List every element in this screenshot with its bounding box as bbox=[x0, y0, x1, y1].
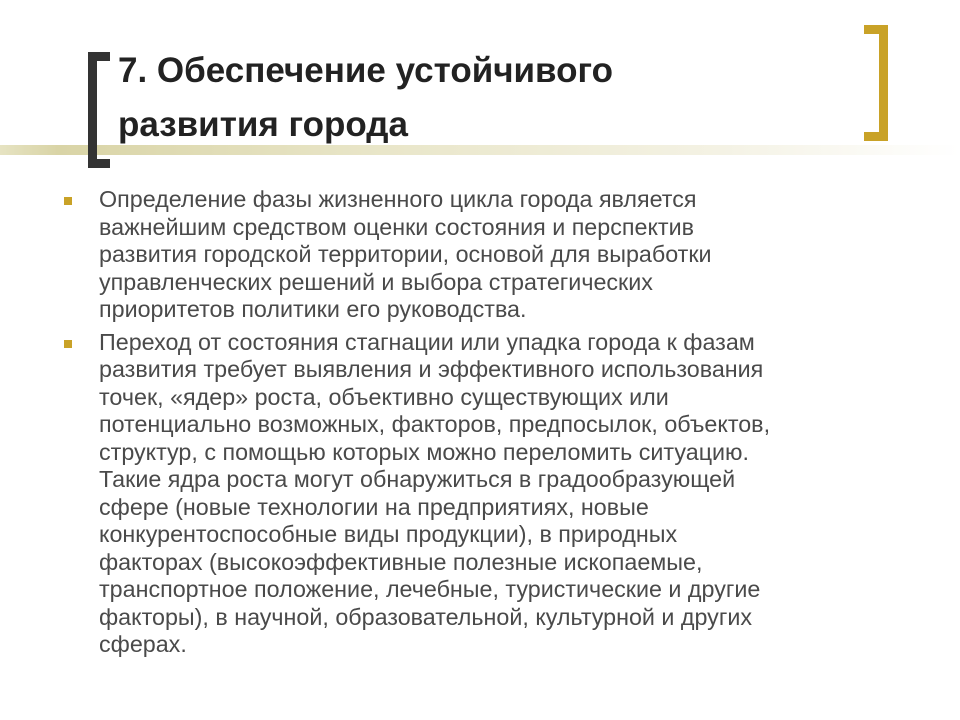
slide-title-text: 7. Обеспечение устойчивого развития города bbox=[118, 51, 613, 144]
bullet-item-1 bbox=[48, 186, 948, 324]
bullet-list bbox=[48, 186, 948, 664]
bullet-text-2: Переход от состояния стагнации или упадка города к фазам развития требует выявления и эффективного использования точек, «ядер» роста, объективно существующих или потенциально возможных, факторов, предпосылок, объектов, структур, с помощью которых можно переломить ситуацию. Такие ядра роста могут обнаружиться в градообразующей сфере (новые технологии на предприятиях, новые конкурентоспособные виды продукции), в природных факторах (высокоэффективные полезные ископаемые, транспортное положение, лечебные, туристические и другие факторы), в научной, образовательной, культурной и других сферах. bbox=[99, 328, 771, 657]
bullet-text-1: Определение фазы жизненного цикла города является важнейшим средством оценки состояния и перспектив развития городской территории, основой для выработки управленческих решений и выбора стратегических приоритетов политики его руководства. bbox=[99, 186, 712, 322]
square-bullet-icon bbox=[64, 197, 72, 205]
square-bullet-icon bbox=[64, 340, 72, 348]
right-bracket-decoration bbox=[864, 25, 888, 141]
slide-title bbox=[118, 44, 838, 152]
bullet-item-2 bbox=[48, 329, 948, 659]
left-bracket-decoration bbox=[88, 52, 110, 168]
